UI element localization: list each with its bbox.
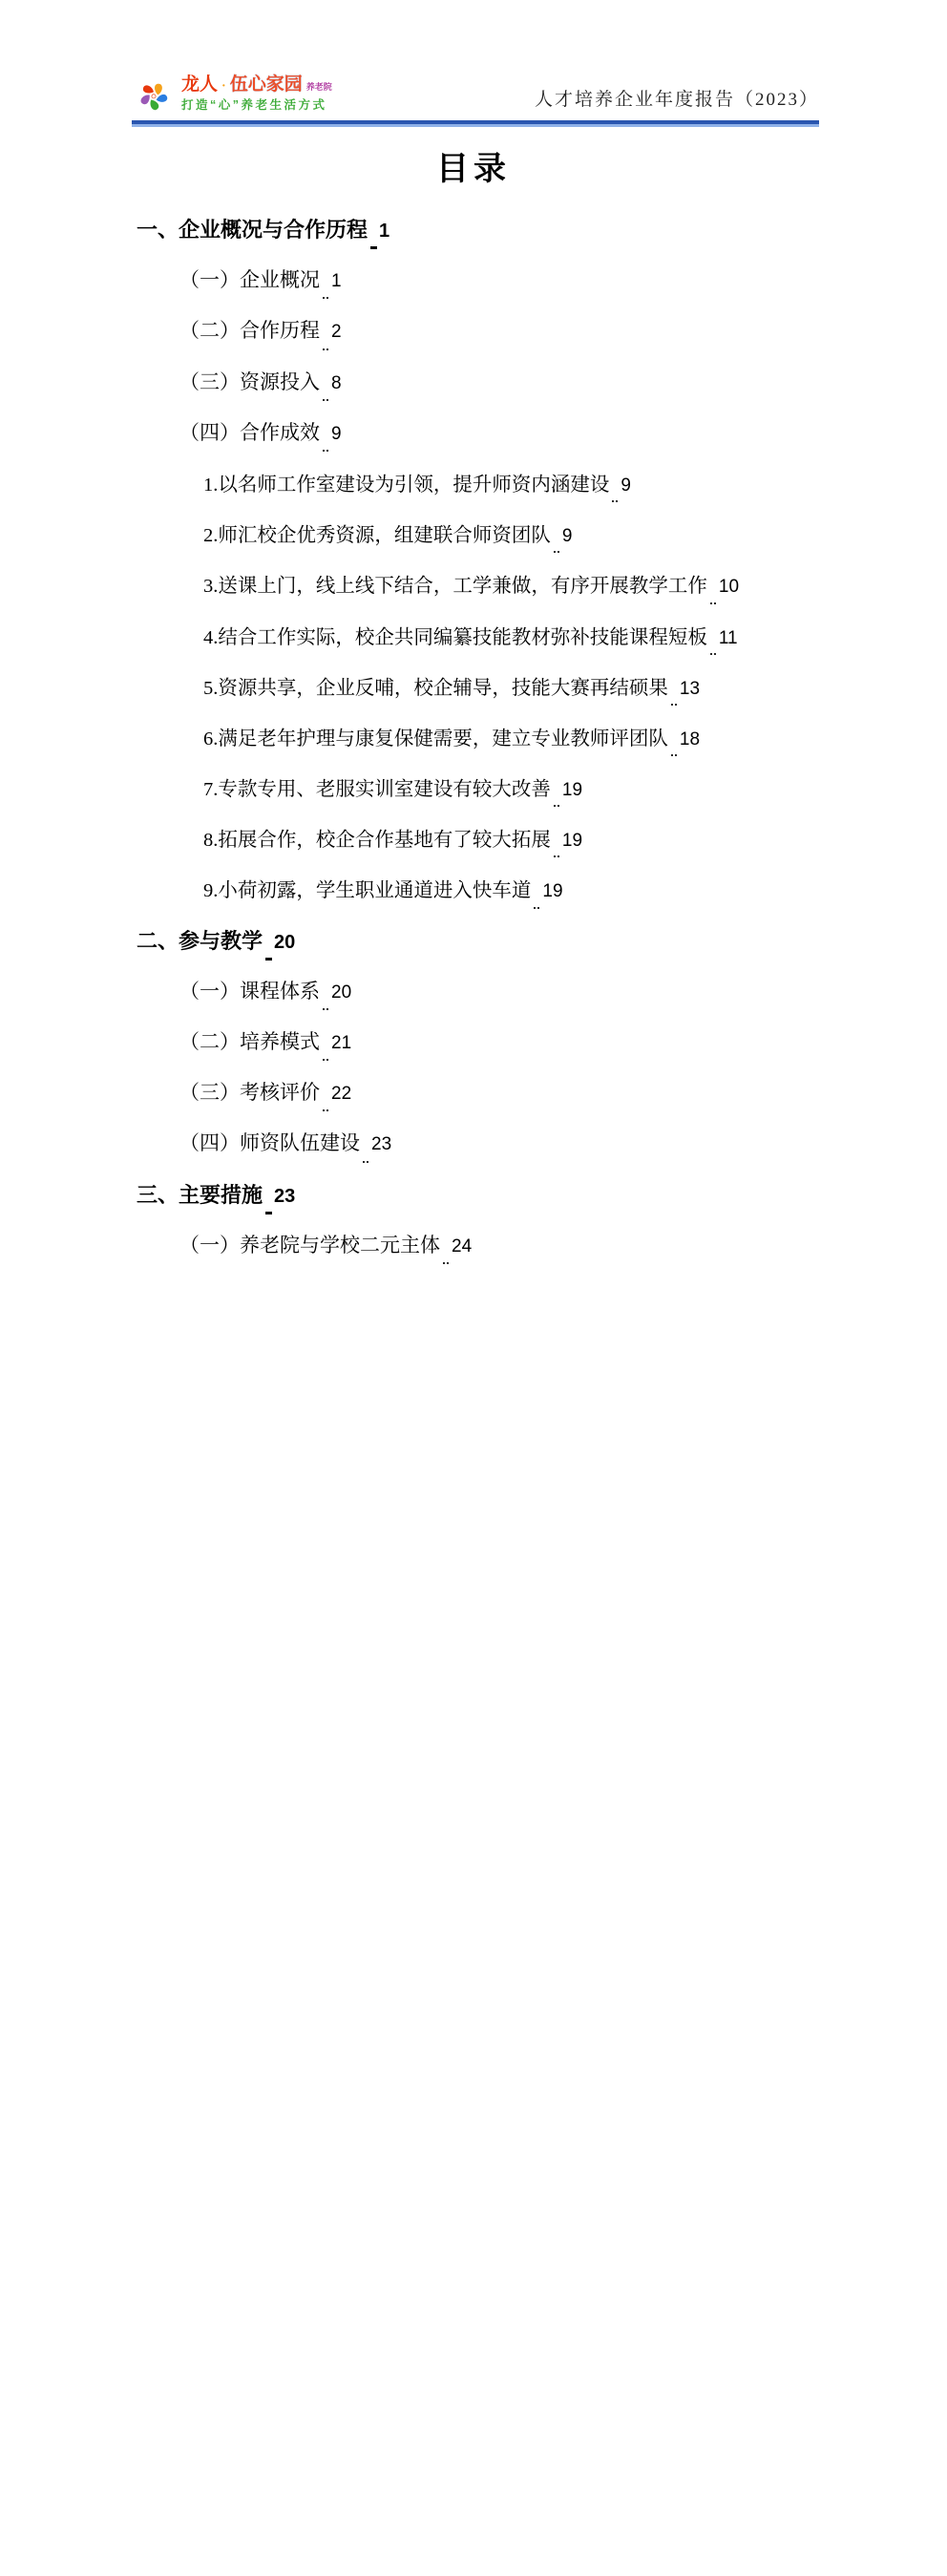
toc-entry-page: 23 <box>274 1186 810 2525</box>
toc-entry[interactable] <box>137 1230 810 1280</box>
toc-entry-label: 8.拓展合作，校企合作基地有了较大拓展 <box>203 830 551 852</box>
toc-entry-page: 1 <box>331 271 810 1611</box>
dot-leader <box>671 754 677 756</box>
toc-entry-page: 8 <box>331 373 810 1713</box>
dot-leader <box>323 1059 328 1061</box>
toc-entry[interactable] <box>137 367 810 417</box>
dot-leader <box>323 399 328 401</box>
toc-entry-page: 20 <box>274 932 810 2271</box>
toc-list <box>137 214 810 1280</box>
toc-entry-label: 3.送课上门，线上线下结合，工学兼做，有序开展教学工作 <box>203 576 707 598</box>
toc-entry-page: 23 <box>371 1134 810 2474</box>
toc-entry-page: 11 <box>719 628 810 1968</box>
toc-entry[interactable] <box>137 976 810 1026</box>
toc-entry-page: 20 <box>331 982 810 2322</box>
toc-entry-page: 19 <box>562 831 810 2170</box>
toc-entry-label: 2.师汇校企优秀资源，组建联合师资团队 <box>203 525 551 547</box>
report-title: 人才培养企业年度报告（2023） <box>534 90 819 110</box>
dot-leader <box>710 653 716 655</box>
dot-leader <box>534 907 539 909</box>
logo-name-text: 伍心家园 <box>229 74 303 95</box>
logo-brand-text: 龙人 <box>181 74 219 95</box>
toc-entry[interactable] <box>137 214 810 264</box>
toc-entry-label: （四）合作成效 <box>179 420 320 444</box>
dot-leader <box>323 297 328 299</box>
logo-dot-icon: · <box>221 79 226 94</box>
dot-leader <box>554 805 559 807</box>
dot-leader <box>265 1212 271 1214</box>
toc-entry-label: 二、参与教学 <box>137 928 263 953</box>
toc-entry[interactable] <box>137 417 810 468</box>
logo-title-line <box>181 74 332 95</box>
dot-leader <box>265 958 271 961</box>
dot-leader <box>323 348 328 350</box>
toc-entry[interactable] <box>137 925 810 976</box>
toc-entry[interactable] <box>137 1077 810 1128</box>
dot-leader <box>443 1262 449 1264</box>
toc-entry-label: 一、企业概况与合作历程 <box>137 218 368 242</box>
toc-entry-page: 21 <box>331 1033 810 2373</box>
dot-leader <box>363 1161 368 1163</box>
dot-leader <box>323 450 328 452</box>
toc-entry-label: （四）师资队伍建设 <box>179 1131 360 1155</box>
toc-entry-label: 6.满足老年护理与康复保健需要，建立专业教师评团队 <box>203 728 668 750</box>
toc-entry-page: 9 <box>331 424 810 1763</box>
toc-entry[interactable] <box>137 1026 810 1077</box>
toc-entry-label: 9.小荷初露，学生职业通道进入快车道 <box>203 880 532 902</box>
page-header <box>0 0 947 116</box>
logo-text <box>181 73 332 112</box>
toc-entry[interactable] <box>137 315 810 366</box>
toc-entry-page: 24 <box>452 1236 810 2576</box>
dot-leader <box>710 602 716 604</box>
dot-leader <box>323 1109 328 1111</box>
toc-entry-page: 9 <box>621 475 810 1815</box>
toc-entry-label: 5.资源共享，企业反哺，校企辅导，技能大赛再结硕果 <box>203 677 668 699</box>
logo-suffix-text: 养老院 <box>305 82 332 92</box>
toc-entry-label: 1.以名师工作室建设为引领，提升师资内涵建设 <box>203 474 610 496</box>
toc-entry-label: （一）养老院与学校二元主体 <box>179 1233 440 1256</box>
toc-entry[interactable] <box>137 1128 810 1178</box>
dot-leader <box>370 246 376 249</box>
toc-entry[interactable] <box>137 264 810 315</box>
toc-entry-page: 22 <box>331 1084 810 2423</box>
toc-entry[interactable] <box>137 1179 810 1230</box>
logo-tagline: 打造“心”养老生活方式 <box>181 97 327 112</box>
dot-leader <box>323 1008 328 1010</box>
dot-leader <box>671 704 677 706</box>
toc-entry-label: 7.专款专用、老服实训室建设有较大改善 <box>203 779 551 801</box>
toc-entry-label: （三）资源投入 <box>179 370 320 393</box>
toc-entry-label: 4.结合工作实际，校企共同编纂技能教材弥补技能课程短板 <box>203 626 707 648</box>
toc-entry-label: （二）合作历程 <box>179 319 320 343</box>
logo-flower-icon <box>132 73 176 116</box>
toc-entry-label: （一）课程体系 <box>179 979 320 1003</box>
toc-entry-page: 19 <box>562 780 810 2120</box>
toc-entry-label: （一）企业概况 <box>179 268 320 292</box>
toc-entry-label: （三）考核评价 <box>179 1081 320 1105</box>
toc-entry-page: 13 <box>680 679 810 2018</box>
dot-leader <box>554 855 559 857</box>
toc-entry-page: 19 <box>542 881 810 2221</box>
company-logo <box>132 73 332 116</box>
header-divider-line <box>132 120 819 127</box>
toc-entry-label: 三、主要措施 <box>137 1182 263 1207</box>
toc-entry-page: 2 <box>331 322 810 1661</box>
toc-entry-label: （二）培养模式 <box>179 1030 320 1053</box>
toc-entry-page: 10 <box>719 577 810 1916</box>
dot-leader <box>612 500 618 502</box>
toc-entry-page: 9 <box>562 526 810 1866</box>
toc-entry-page: 18 <box>680 729 810 2069</box>
toc-entry-page: 1 <box>379 221 810 1560</box>
dot-leader <box>554 551 559 553</box>
toc-page-title: 目录 <box>436 151 511 187</box>
